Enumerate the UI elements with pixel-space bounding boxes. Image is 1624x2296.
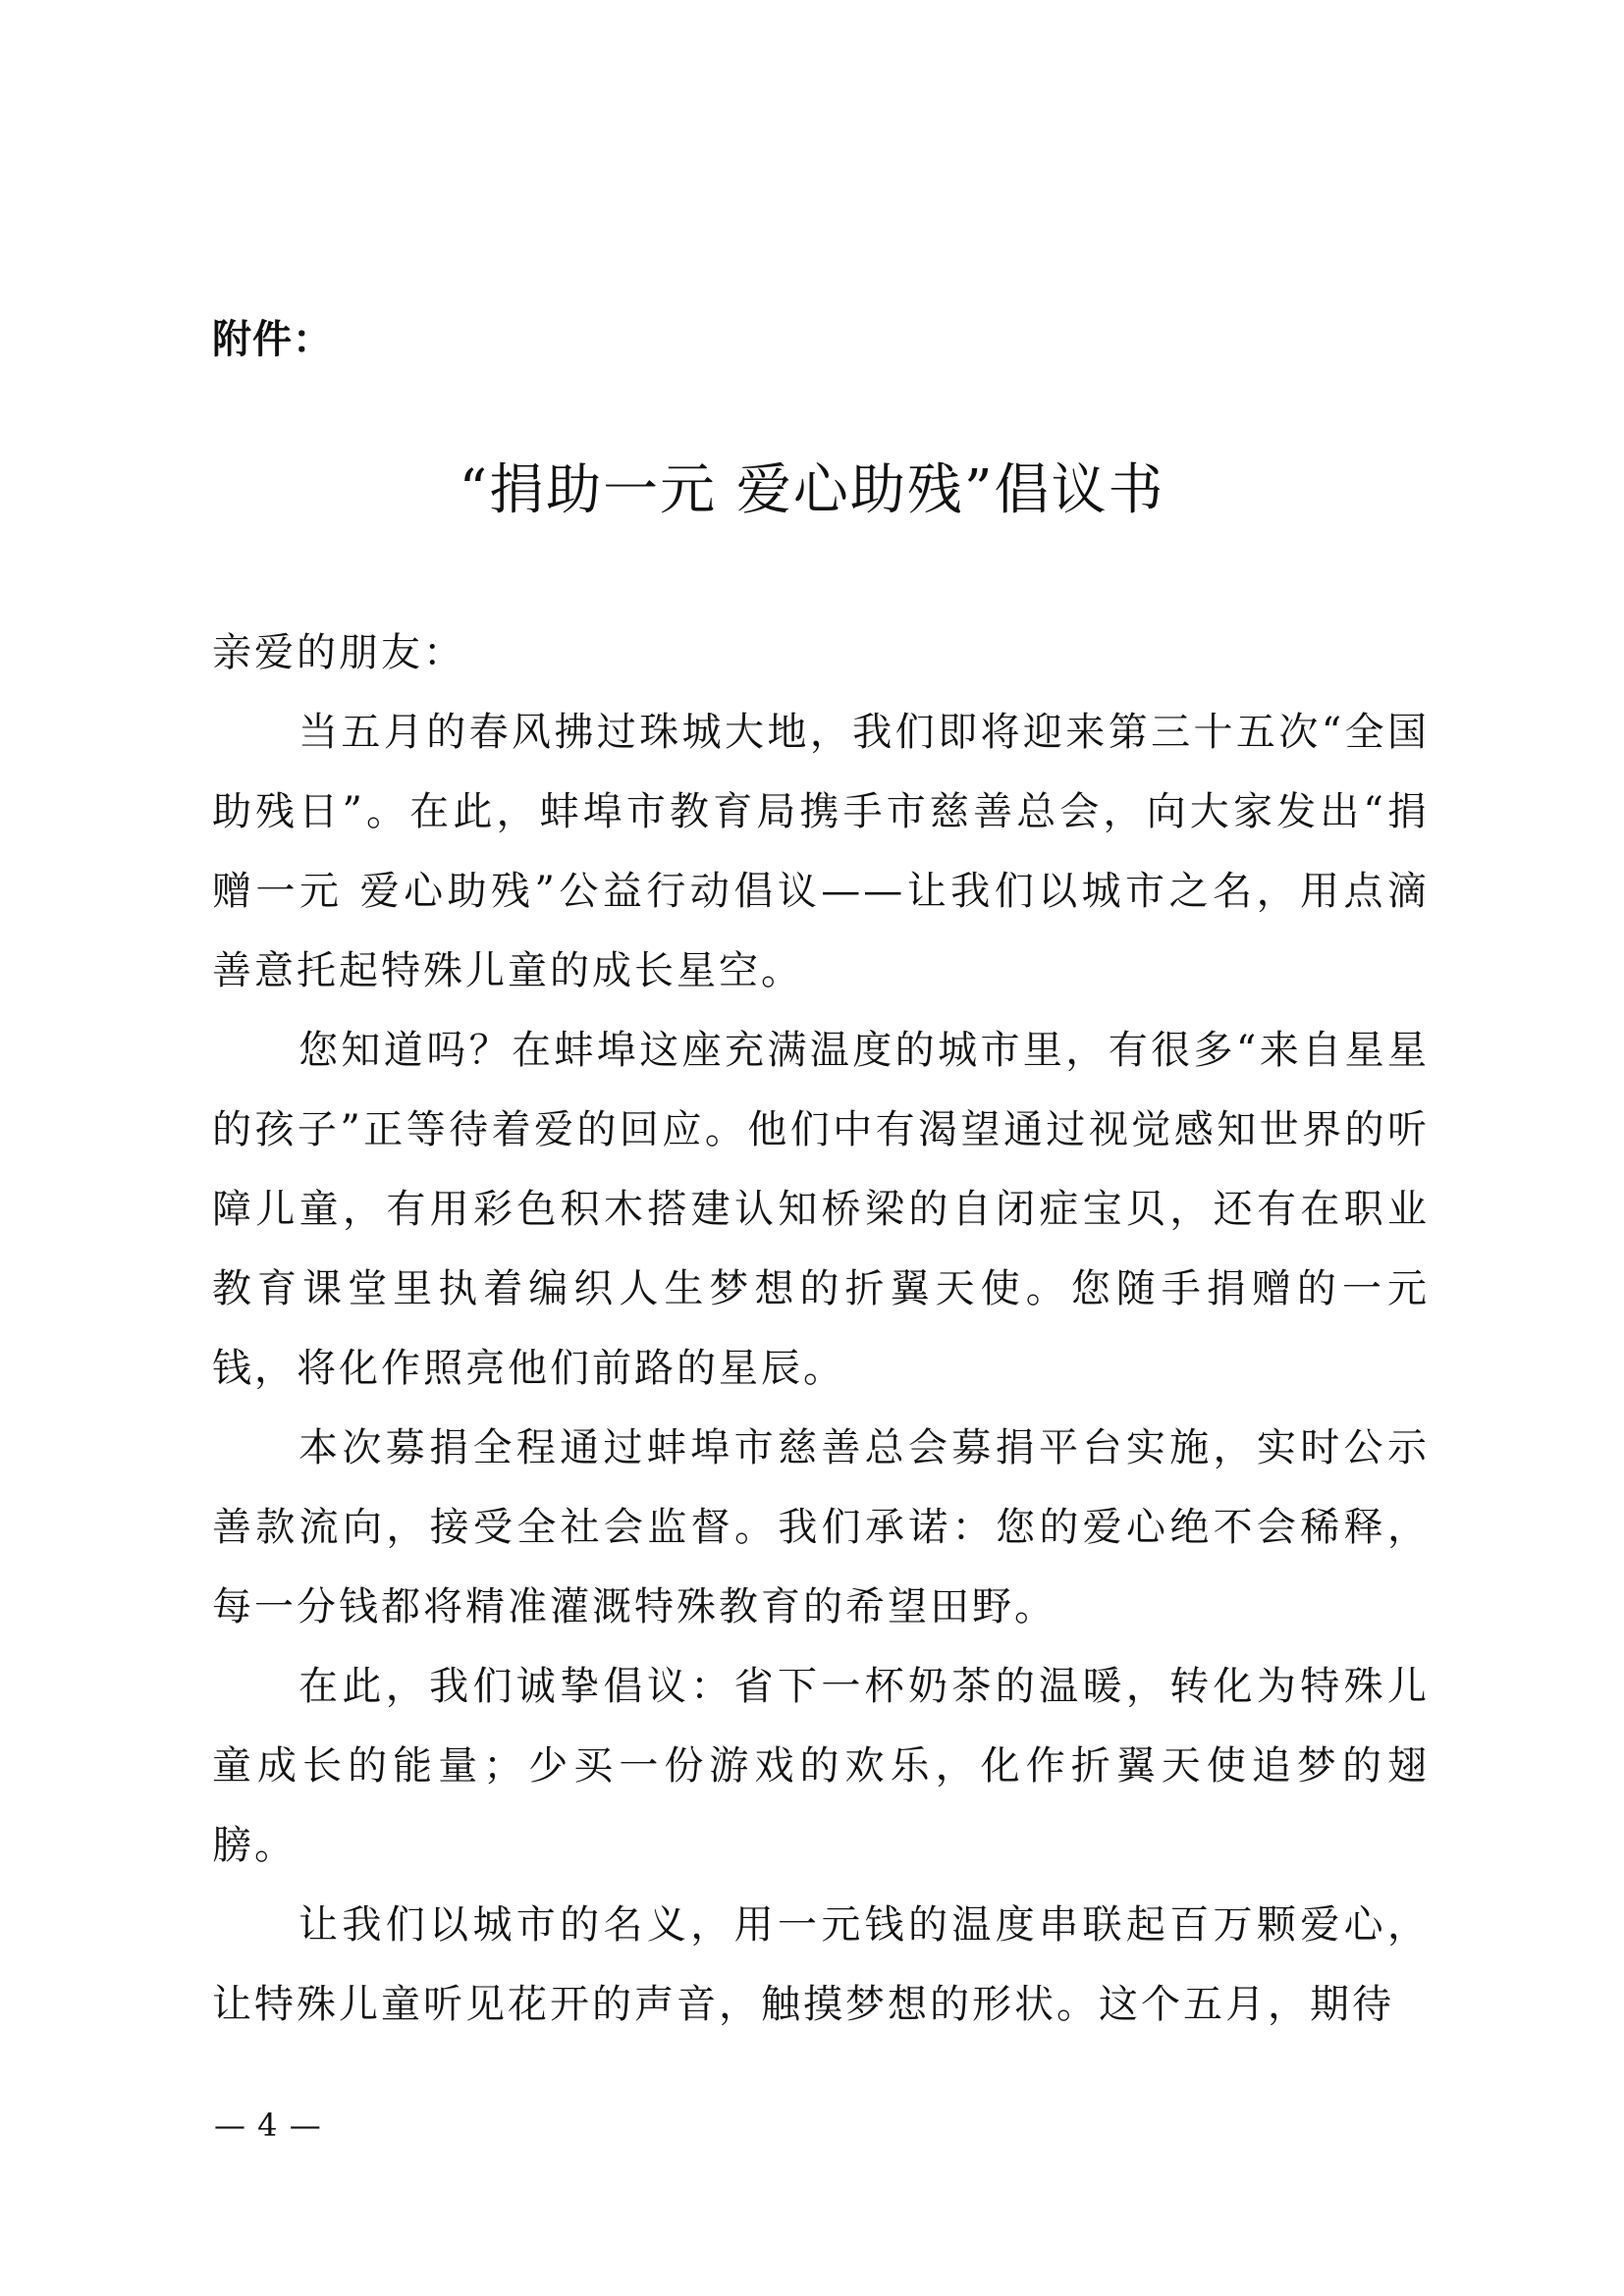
document-body	[212, 614, 1430, 2045]
salutation: 亲爱的朋友：	[212, 630, 465, 675]
paragraph: 您知道吗？在蚌埠这座充满温度的城市里，有很多“来自星星的孩子”正等待着爱的回应。他们中有渴望通过视觉感知世界的听障儿童，有用彩色积木搭建认知桥梁的自闭症宝贝，还有在职业教育课堂里执着编织人生梦想的折翼天使。您随手捐赠的一元钱，将化作照亮他们前路的星辰。	[212, 1028, 1430, 1391]
attachment-label: 附件：	[212, 317, 333, 362]
paragraph: 让我们以城市的名义，用一元钱的温度串联起百万颗爱心，让特殊儿童听见花开的声音，触摸梦想的形状。这个五月，期待	[212, 1902, 1430, 2027]
page-number: — 4 —	[214, 2107, 322, 2144]
paragraph: 当五月的春风拂过珠城大地，我们即将迎来第三十五次“全国助残日”。在此，蚌埠市教育局携手市慈善总会，向大家发出“捐赠一元 爱心助残”公益行动倡议——让我们以城市之名，用点滴善意托起特殊儿童的成长星空。	[212, 710, 1430, 993]
paragraph: 在此，我们诚挚倡议：省下一杯奶茶的温暖，转化为特殊儿童成长的能量；少买一份游戏的欢乐，化作折翼天使追梦的翅膀。	[212, 1664, 1430, 1868]
document-title: “捐助一元 爱心助残”倡议书	[459, 458, 1165, 522]
paragraph: 本次募捐全程通过蚌埠市慈善总会募捐平台实施，实时公示善款流向，接受全社会监督。我们承诺：您的爱心绝不会稀释，每一分钱都将精准灌溉特殊教育的希望田野。	[212, 1425, 1430, 1629]
